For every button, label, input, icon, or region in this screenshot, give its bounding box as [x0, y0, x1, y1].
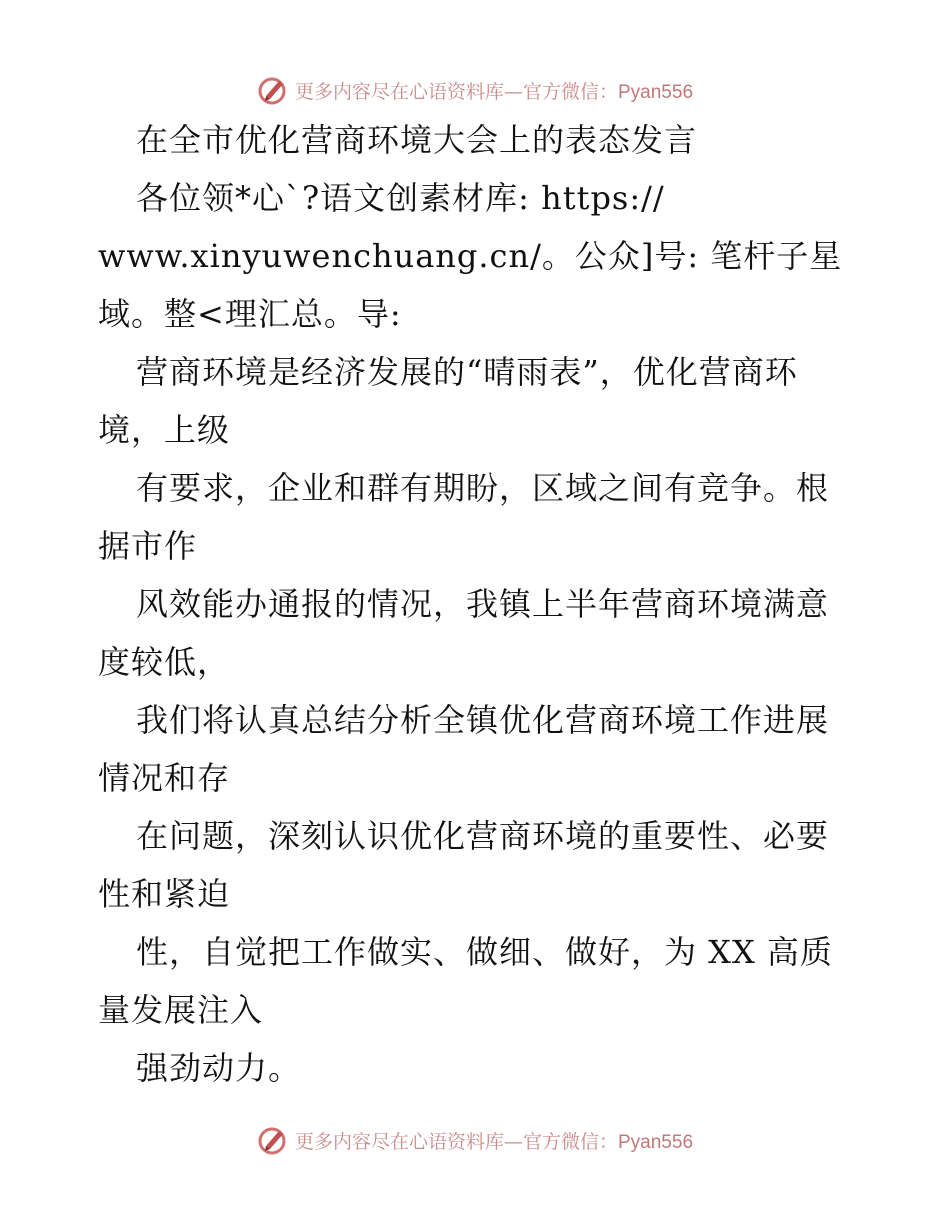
paragraph-line: 量发展注入 [98, 991, 264, 1029]
document-title: 在全市优化营商环境大会上的表态发言 [136, 121, 698, 159]
paragraph-line: 情况和存 [98, 759, 231, 797]
pen-logo-icon [257, 1124, 289, 1156]
paragraph-line: 域。整<理汇总。导: [98, 295, 402, 333]
footer-banner-text: 更多内容尽在心语资料库—官方微信：Pyan556 [294, 1130, 694, 1153]
paragraph-line: 性，自觉把工作做实、做细、做好，为 XX 高质 [136, 933, 833, 971]
paragraph-line: 性和紧迫 [98, 875, 231, 913]
paragraph-line: 境，上级 [98, 411, 231, 449]
header-banner [0, 70, 950, 110]
paragraph-line: 度较低， [98, 643, 231, 681]
paragraph-line: 各位领*心`?语文创素材库: https:// [136, 179, 665, 217]
paragraph-line: 在问题，深刻认识优化营商环境的重要性、必要 [136, 817, 830, 855]
paragraph-line: 风效能办通报的情况，我镇上半年营商环境满意 [136, 585, 830, 623]
pen-logo-icon [257, 74, 289, 106]
paragraph-line: 强劲动力。 [136, 1049, 302, 1087]
footer-banner-inner [257, 1124, 693, 1156]
footer-banner-id: Pyan556 [618, 1131, 694, 1153]
paragraph-line: 我们将认真总结分析全镇优化营商环境工作进展 [136, 701, 830, 739]
paragraph-line: 据市作 [98, 527, 198, 565]
footer-banner [0, 1120, 950, 1160]
header-banner-id: Pyan556 [618, 81, 694, 103]
header-banner-text: 更多内容尽在心语资料库—官方微信：Pyan556 [294, 80, 694, 103]
paragraph-line: 营商环境是经济发展的“晴雨表”，优化营商环 [136, 353, 798, 391]
paragraph-line: www.xinyuwenchuang.cn/。公众]号: 笔杆子星 [98, 237, 843, 275]
header-banner-inner [257, 74, 693, 106]
paragraph-line: 有要求，企业和群有期盼，区域之间有竞争。根 [136, 469, 830, 507]
